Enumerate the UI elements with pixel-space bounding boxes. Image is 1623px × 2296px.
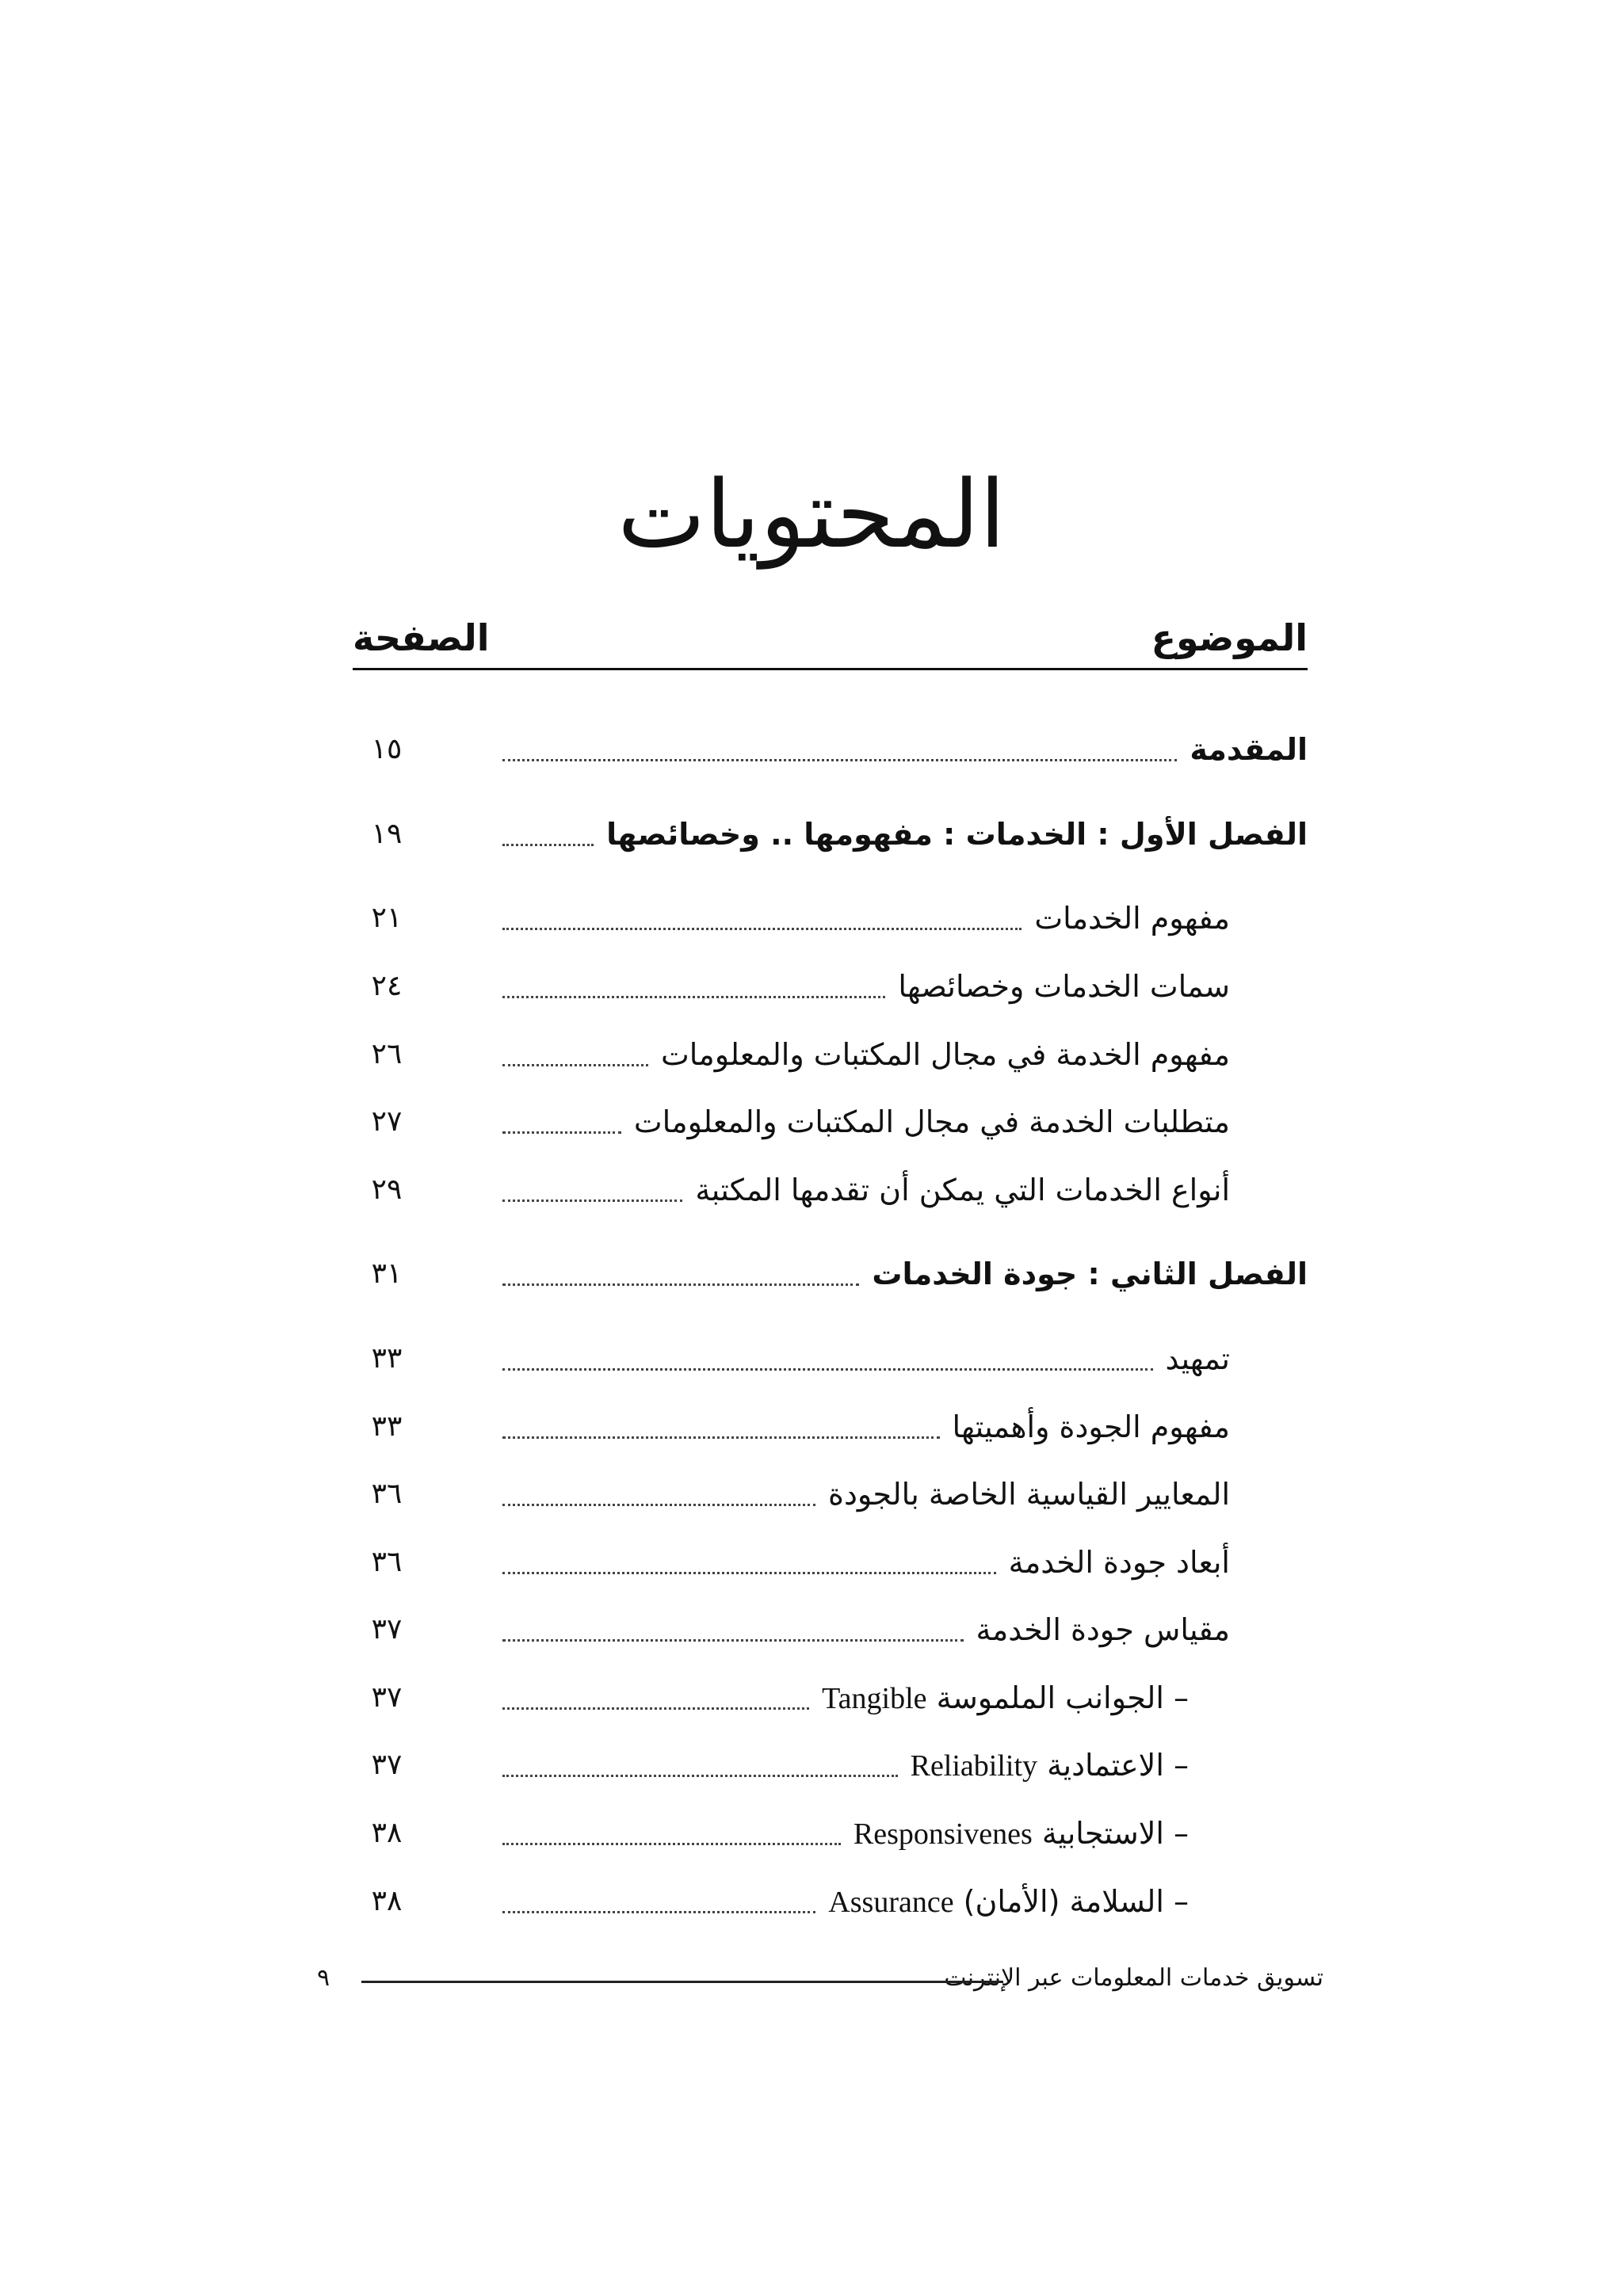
toc-entry[interactable]	[0, 1245, 1623, 1302]
page-title: المحتويات	[617, 460, 1006, 570]
toc-entry-page: ٣٧	[371, 1681, 403, 1714]
toc-leader-dots	[502, 1843, 841, 1845]
toc-leader-dots	[502, 1911, 815, 1913]
footer-rule	[361, 1981, 1003, 1983]
toc-leader-dots	[502, 1368, 1153, 1371]
footer-book-title: تسويق خدمات المعلومات عبر الإنترنت	[944, 1964, 1323, 1992]
toc-entry-title: الفصل الأول : الخدمات : مفهومها .. وخصائصها	[606, 817, 1308, 852]
toc-leader-dots	[502, 1504, 815, 1506]
toc-entry-page: ٢٧	[371, 1105, 403, 1138]
toc-entry[interactable]	[0, 1398, 1623, 1455]
toc-entry-title: مفهوم الجودة وأهميتها	[952, 1409, 1230, 1444]
toc-entry-title: مفهوم الخدمة في مجال المكتبات والمعلومات	[661, 1037, 1230, 1072]
toc-entry[interactable]	[0, 1466, 1623, 1523]
toc-entry[interactable]	[0, 1805, 1623, 1862]
toc-entry-page: ٣٦	[371, 1478, 403, 1510]
toc-leader-dots	[502, 928, 1022, 930]
toc-entry-title: – السلامة (الأمان) Assurance	[828, 1884, 1189, 1919]
toc-entry[interactable]	[0, 890, 1623, 947]
toc-entry[interactable]	[0, 721, 1623, 778]
toc-entry-page: ٣٨	[371, 1817, 403, 1849]
toc-entry-title: تمهيد	[1165, 1341, 1230, 1376]
toc-leader-dots	[502, 996, 885, 998]
toc-entry-title: مقياس جودة الخدمة	[976, 1612, 1230, 1647]
toc-entry-latin-term: Responsivenes	[853, 1817, 1033, 1851]
toc-leader-dots	[502, 1283, 859, 1286]
toc-entry-page: ٣٣	[371, 1410, 403, 1443]
toc-entry[interactable]	[0, 806, 1623, 863]
toc-entry-title: أنواع الخدمات التي يمكن أن تقدمها المكتبة	[695, 1173, 1230, 1207]
toc-entry-title: متطلبات الخدمة في مجال المكتبات والمعلومات	[633, 1104, 1230, 1139]
toc-entry-page: ٣٣	[371, 1342, 403, 1375]
toc-leader-dots	[502, 1707, 809, 1710]
toc-entry[interactable]	[0, 1873, 1623, 1930]
toc-entry[interactable]	[0, 1669, 1623, 1726]
toc-entry-title: المقدمة	[1190, 732, 1308, 767]
toc-leader-dots	[502, 759, 1177, 761]
toc-entry[interactable]	[0, 1534, 1623, 1591]
toc-entry-title: أبعاد جودة الخدمة	[1008, 1545, 1230, 1580]
toc-entry[interactable]	[0, 1026, 1623, 1083]
toc-leader-dots	[502, 1436, 940, 1439]
toc-entry-page: ٢١	[371, 902, 403, 934]
column-page-heading: الصفحة	[353, 616, 490, 659]
toc-entry-title: – الاستجابية Responsivenes	[853, 1816, 1189, 1851]
footer-page-number: ٩	[316, 1964, 330, 1992]
toc-leader-dots	[502, 1775, 898, 1777]
toc-entry-page: ٢٦	[371, 1038, 403, 1070]
toc-leader-dots	[502, 1064, 648, 1066]
toc-entry-latin-term: Reliability	[910, 1749, 1038, 1783]
toc-entry[interactable]	[0, 1093, 1623, 1150]
toc-entry-latin-term: Assurance	[828, 1886, 954, 1919]
toc-entry[interactable]	[0, 1161, 1623, 1219]
toc-entry-page: ١٩	[371, 818, 403, 850]
toc-entry-page: ٣١	[371, 1257, 403, 1290]
toc-leader-dots	[502, 1199, 682, 1202]
toc-entry[interactable]	[0, 1601, 1623, 1658]
toc-entry-page: ٣٨	[371, 1885, 403, 1917]
toc-entry-page: ٢٤	[371, 970, 403, 1002]
toc-entry-page: ٣٦	[371, 1546, 403, 1578]
toc-entry-title: – الاعتمادية Reliability	[910, 1748, 1189, 1783]
toc-leader-dots	[502, 1639, 964, 1642]
column-subject-heading: الموضوع	[1151, 616, 1308, 659]
toc-entry-title: – الجوانب الملموسة Tangible	[822, 1680, 1189, 1715]
toc-entry[interactable]	[0, 958, 1623, 1015]
toc-entry[interactable]	[0, 1737, 1623, 1794]
toc-entry[interactable]	[0, 1330, 1623, 1387]
toc-entry-title: سمات الخدمات وخصائصها	[898, 969, 1230, 1004]
toc-leader-dots	[502, 844, 594, 846]
toc-entry-title: المعايير القياسية الخاصة بالجودة	[828, 1477, 1230, 1512]
toc-entry-page: ٢٩	[371, 1173, 403, 1206]
toc-leader-dots	[502, 1572, 996, 1574]
toc-entry-title: مفهوم الخدمات	[1034, 901, 1230, 936]
toc-entry-page: ١٥	[371, 733, 403, 765]
toc-leader-dots	[502, 1131, 621, 1134]
toc-entry-latin-term: Tangible	[822, 1682, 927, 1715]
toc-entry-page: ٣٧	[371, 1613, 403, 1646]
toc-entry-title: الفصل الثاني : جودة الخدمات	[872, 1257, 1308, 1291]
toc-entry-page: ٣٧	[371, 1749, 403, 1781]
